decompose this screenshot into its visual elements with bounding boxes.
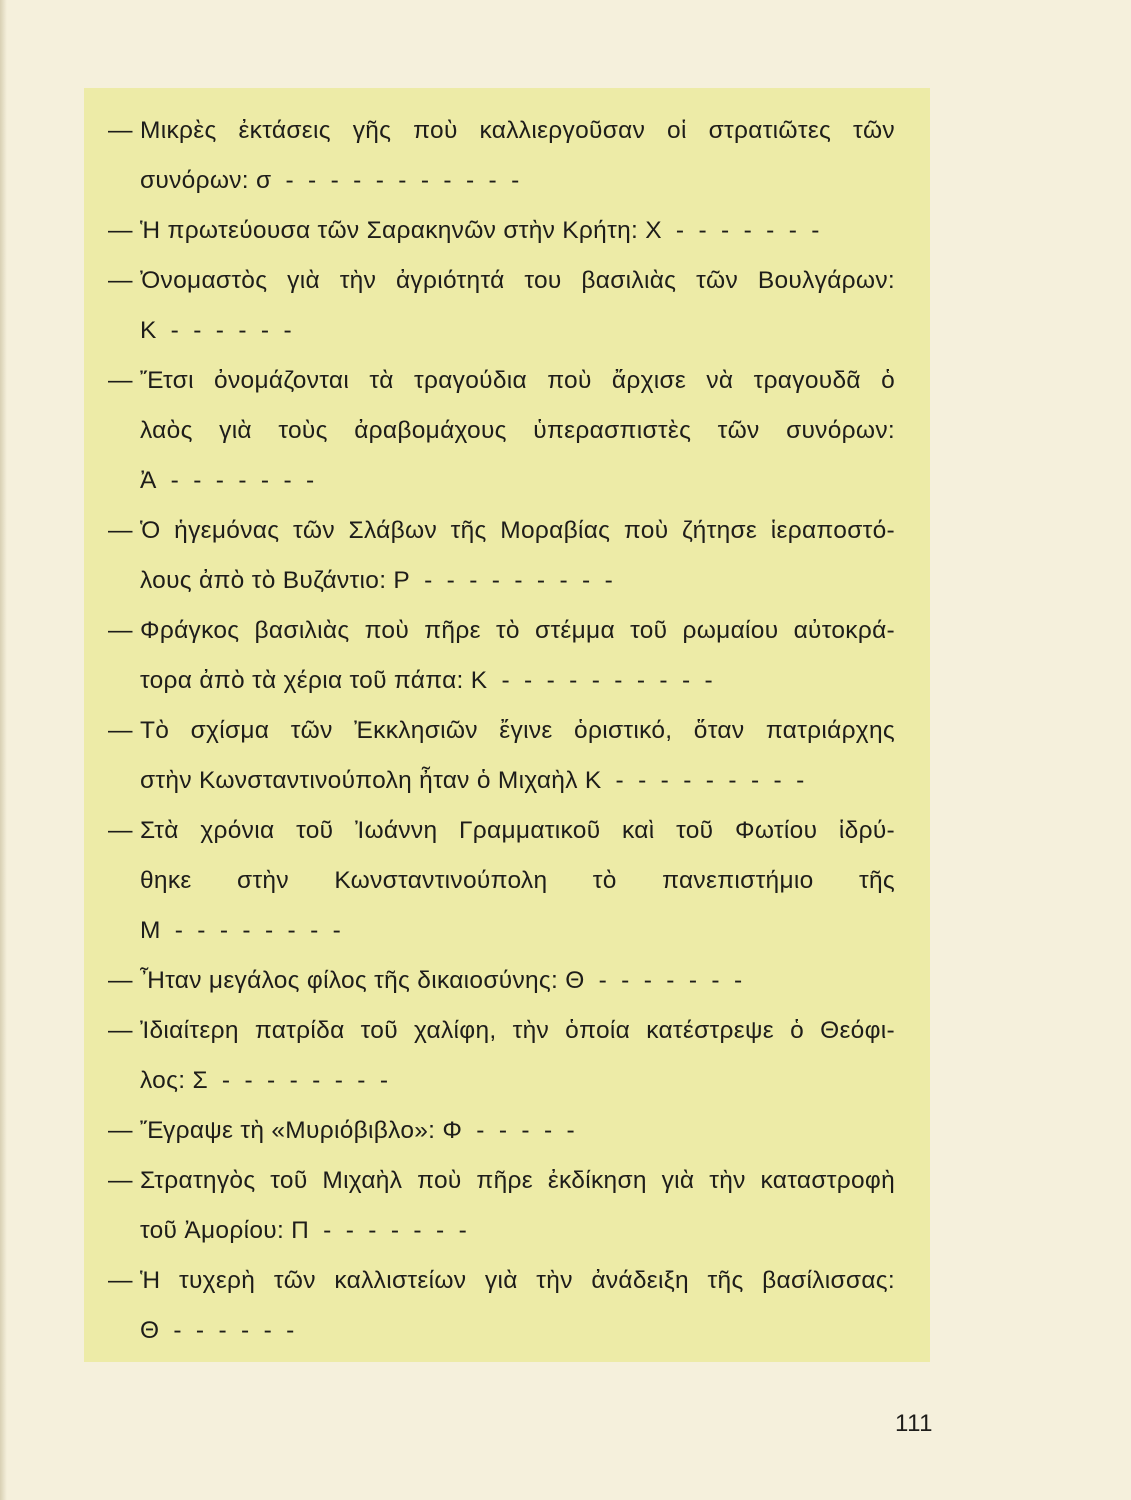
answer-line	[140, 906, 895, 956]
clue-text: Στρατηγὸς τοῦ Μιχαὴλ ποὺ πῆρε ἐκδίκηση γιὰ τὴν καταστροφὴ	[140, 1167, 895, 1194]
clue-dash: —	[108, 967, 133, 994]
answer-text: Ἦταν μεγάλος φίλος τῆς δικαιοσύνης:	[140, 967, 559, 994]
clue-line	[108, 706, 895, 756]
answer-initial: Κ	[470, 667, 488, 694]
answer-blanks: - - - - - - -	[170, 467, 315, 494]
clue-dash: —	[108, 267, 133, 294]
answer-initial: Χ	[645, 217, 662, 244]
page-edge	[0, 0, 7, 1500]
answer-text: τοῦ Ἀμορίου:	[140, 1217, 285, 1244]
clue-dash: —	[108, 117, 133, 144]
clue	[108, 106, 895, 206]
clue-dash: —	[108, 1017, 133, 1044]
clue-text: Φράγκος βασιλιὰς ποὺ πῆρε τὸ στέμμα τοῦ ρωμαίου αὐτοκρά-	[140, 617, 895, 644]
clue	[108, 1106, 895, 1156]
clue-dash: —	[108, 217, 133, 244]
clue-line	[140, 856, 895, 906]
clue-dash: —	[108, 717, 133, 744]
clue-line	[108, 1256, 895, 1306]
answer-blanks: - - - - - - - - - -	[501, 667, 713, 694]
answer-line	[140, 456, 895, 506]
answer-line	[140, 306, 895, 356]
answer-text: Ἡ πρωτεύουσα τῶν Σαρακηνῶν στὴν Κρήτη:	[140, 217, 639, 244]
clue-dash: —	[108, 1117, 133, 1144]
answer-blanks: - - - - - - - -	[221, 1067, 389, 1094]
answer-blanks: - - - - - -	[173, 1317, 295, 1344]
clue	[108, 1256, 895, 1356]
clue	[108, 806, 895, 956]
answer-line	[140, 556, 895, 606]
clue-line	[108, 106, 895, 156]
answer-blanks: - - - - - - -	[323, 1217, 468, 1244]
answer-text: συνόρων:	[140, 167, 249, 194]
clue-text: θηκε στὴν Κωνσταντινούπολη τὸ πανεπιστήμιο τῆς	[140, 867, 895, 894]
answer-blanks: - - - - - - - - - - -	[285, 167, 520, 194]
clue-line	[108, 806, 895, 856]
answer-line	[108, 1106, 895, 1156]
answer-blanks: - - - - - - - - -	[615, 767, 805, 794]
clue-line	[108, 1006, 895, 1056]
clue-line	[108, 606, 895, 656]
answer-blanks: - - - - - - - - -	[424, 567, 614, 594]
clue	[108, 206, 895, 256]
clue-line	[108, 1156, 895, 1206]
clue-dash: —	[108, 617, 133, 644]
clue-text: λαὸς γιὰ τοὺς ἀραβομάχους ὑπερασπιστὲς τῶν συνόρων:	[140, 417, 895, 444]
answer-initial: Θ	[565, 967, 585, 994]
answer-initial: Θ	[140, 1317, 160, 1344]
answer-line	[108, 956, 895, 1006]
answer-initial: Ρ	[393, 567, 411, 594]
clue	[108, 1156, 895, 1256]
clue-dash: —	[108, 1167, 133, 1194]
clue-dash: —	[108, 367, 133, 394]
answer-text: στὴν Κωνσταντινούπολη ἦταν ὁ Μιχαὴλ	[140, 767, 578, 794]
clue-text: Ὁ ἡγεμόνας τῶν Σλάβων τῆς Μοραβίας ποὺ ζήτησε ἱεραποστό-	[140, 517, 895, 544]
clue-dash: —	[108, 1267, 133, 1294]
clue-dash: —	[108, 817, 133, 844]
answer-blanks: - - - - -	[476, 1117, 575, 1144]
clue	[108, 356, 895, 506]
clue	[108, 706, 895, 806]
answer-line	[140, 656, 895, 706]
clue-text: Τὸ σχίσμα τῶν Ἐκκλησιῶν ἔγινε ὁριστικό, ὅταν πατριάρχης	[140, 717, 895, 744]
clue-line	[108, 256, 895, 306]
clue-text: Στὰ χρόνια τοῦ Ἰωάννη Γραμματικοῦ καὶ τοῦ Φωτίου ἱδρύ-	[140, 817, 895, 844]
answer-initial: Ἀ	[140, 467, 157, 494]
answer-initial: Φ	[442, 1117, 463, 1144]
page-number: 111	[895, 1410, 933, 1437]
clue	[108, 606, 895, 706]
answer-initial: Π	[291, 1217, 310, 1244]
answer-text: λος:	[140, 1067, 186, 1094]
clue-line	[140, 406, 895, 456]
clue-list	[108, 106, 895, 1356]
answer-blanks: - - - - - - -	[675, 217, 820, 244]
answer-text: τορα ἀπὸ τὰ χέρια τοῦ πάπα:	[140, 667, 464, 694]
answer-blanks: - - - - - - -	[598, 967, 743, 994]
clue	[108, 256, 895, 356]
clue-text: Ἡ τυχερὴ τῶν καλλιστείων γιὰ τὴν ἀνάδειξη τῆς βασίλισσας:	[140, 1267, 895, 1294]
clue	[108, 1006, 895, 1106]
clue-line	[108, 356, 895, 406]
answer-line	[140, 1206, 895, 1256]
answer-blanks: - - - - - -	[170, 317, 292, 344]
answer-line	[108, 206, 895, 256]
clue	[108, 956, 895, 1006]
answer-text: λους ἀπὸ τὸ Βυζάντιο:	[140, 567, 387, 594]
answer-initial: Κ	[584, 767, 602, 794]
clue-text: Ἰδιαίτερη πατρίδα τοῦ χαλίφη, τὴν ὁποία κατέστρεψε ὁ Θεόφι-	[140, 1017, 895, 1044]
answer-line	[140, 156, 895, 206]
clue-text: Μικρὲς ἐκτάσεις γῆς ποὺ καλλιεργοῦσαν οἱ στρατιῶτες τῶν	[140, 117, 895, 144]
answer-blanks: - - - - - - - -	[174, 917, 342, 944]
answer-line	[140, 1056, 895, 1106]
answer-text: Ἔγραψε τὴ «Μυριόβιβλο»:	[140, 1117, 436, 1144]
answer-initial: σ	[256, 167, 272, 194]
answer-initial: Μ	[140, 917, 161, 944]
clue-text: Ὀνομαστὸς γιὰ τὴν ἀγριότητά του βασιλιὰς τῶν Βουλγάρων:	[140, 267, 895, 294]
answer-initial: Σ	[192, 1067, 208, 1094]
answer-initial: Κ	[140, 317, 157, 344]
clue	[108, 506, 895, 606]
clue-dash: —	[108, 517, 133, 544]
clue-line	[108, 506, 895, 556]
clue-text: Ἔτσι ὀνομάζονται τὰ τραγούδια ποὺ ἄρχισε νὰ τραγουδᾶ ὁ	[140, 367, 895, 394]
answer-line	[140, 756, 895, 806]
answer-line	[140, 1306, 895, 1356]
